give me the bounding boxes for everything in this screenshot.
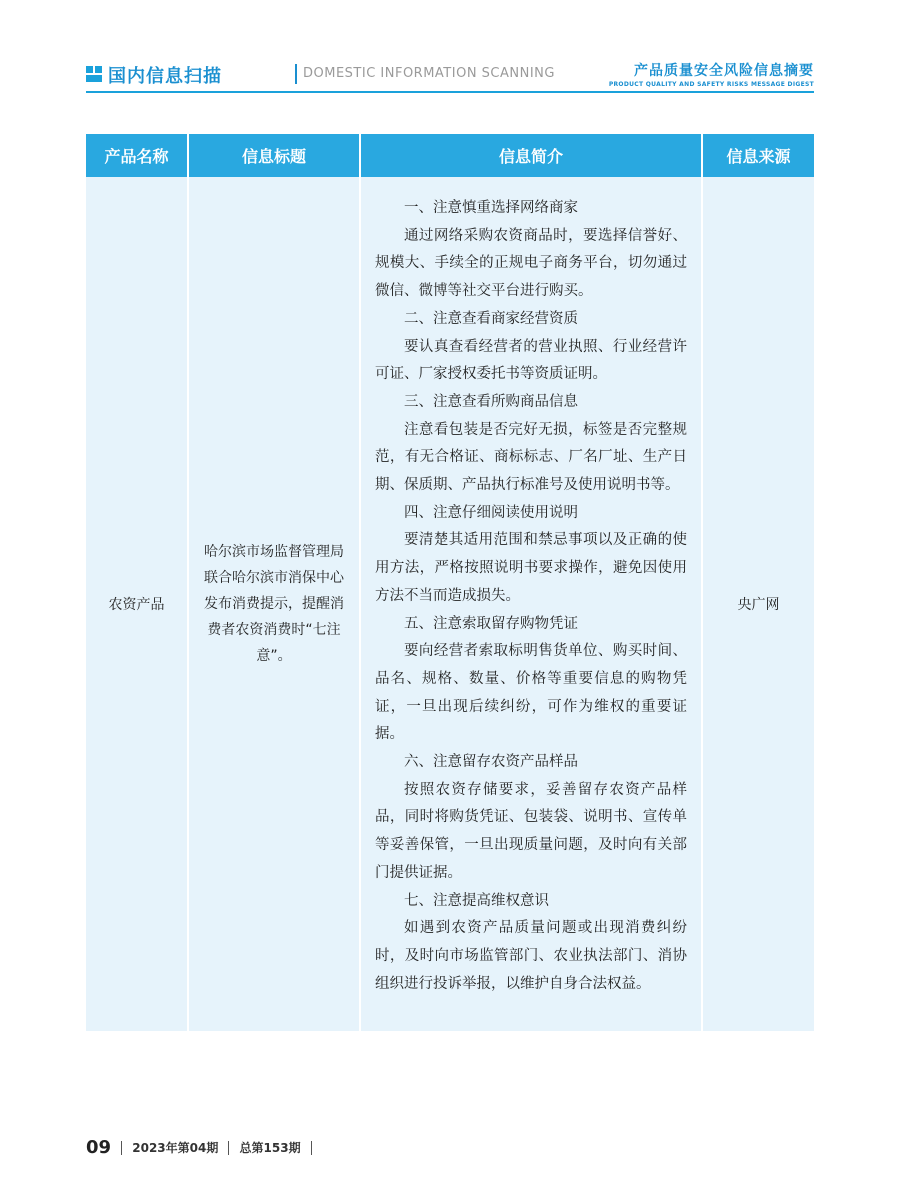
section-title: 国内信息扫描: [108, 66, 222, 87]
page-header: [86, 58, 814, 90]
column-header-title: 信息标题: [189, 134, 361, 177]
cell-title: 哈尔滨市场监督管理局联合哈尔滨市消保中心发布消费提示，提醒消费者农资消费时“七注意”。: [189, 177, 361, 1031]
intro-heading-1: 一、注意慎重选择网络商家: [404, 200, 578, 216]
cell-intro: [361, 177, 703, 1031]
intro-paragraph-1: 通过网络采购农资商品时，要选择信誉好、规模大、手续全的正规电子商务平台，切勿通过微信、微博等社交平台进行购买。: [375, 227, 687, 300]
cell-product: 农资产品: [86, 177, 189, 1031]
intro-paragraph-7: 如遇到农资产品质量问题或出现消费纠纷时，及时向市场监管部门、农业执法部门、消协组织进行投诉举报，以维护自身合法权益。: [375, 920, 687, 992]
intro-heading-7: 七、注意提高维权意识: [404, 892, 549, 909]
intro-heading-3: 三、注意查看所购商品信息: [404, 393, 578, 410]
cell-source: 央广网: [737, 597, 780, 613]
page-number: 09: [86, 1137, 112, 1158]
footer-divider: [228, 1141, 229, 1155]
intro-heading-5: 五、注意索取留存购物凭证: [404, 615, 578, 632]
intro-paragraph-3: 注意看包装是否完好无损，标签是否完整规范，有无合格证、商标标志、厂名厂址、生产日期、保质期、产品执行标准号及使用说明书等。: [375, 421, 687, 494]
column-header-source: 信息来源: [726, 147, 791, 166]
intro-heading-6: 六、注意留存农资产品样品: [404, 754, 578, 771]
publication-title-en: PRODUCT QUALITY AND SAFETY RISKS MESSAGE DIGEST: [608, 81, 814, 88]
header-divider: [295, 64, 297, 84]
issue-number: 2023年第04期: [132, 1141, 219, 1155]
header-rule: [86, 91, 814, 93]
intro-paragraph-5: 要向经营者索取标明售货单位、购买时间、品名、规格、数量、价格等重要信息的购物凭证，一旦出现后续纠纷，可作为维权的重要证据。: [375, 643, 687, 743]
section-logo-icon: [86, 66, 102, 82]
total-issue: 总第153期: [239, 1141, 301, 1155]
info-table: [86, 134, 814, 1031]
intro-heading-4: 四、注意仔细阅读使用说明: [404, 504, 578, 521]
intro-paragraph-4: 要清楚其适用范围和禁忌事项以及正确的使用方法，严格按照说明书要求操作，避免因使用方法不当而造成损失。: [375, 532, 687, 604]
column-header-intro: 信息简介: [361, 134, 703, 177]
publication-title-cn: 产品质量安全风险信息摘要: [634, 63, 814, 79]
section-title-en: DOMESTIC INFORMATION SCANNING: [303, 66, 555, 81]
table-header-row: [86, 134, 814, 177]
intro-heading-2: 二、注意查看商家经营资质: [404, 310, 578, 327]
column-header-product: 产品名称: [86, 134, 189, 177]
intro-paragraph-2: 要认真查看经营者的营业执照、行业经营许可证、厂家授权委托书等资质证明。: [375, 338, 687, 383]
publication-title: [609, 60, 814, 88]
footer-divider: [121, 1141, 122, 1155]
table-row: [86, 177, 814, 1031]
footer-divider: [311, 1141, 312, 1155]
page-footer: [86, 1137, 317, 1157]
intro-paragraph-6: 按照农资存储要求，妥善留存农资产品样品，同时将购货凭证、包装袋、说明书、宣传单等妥善保管，一旦出现质量问题，及时向有关部门提供证据。: [375, 781, 687, 881]
